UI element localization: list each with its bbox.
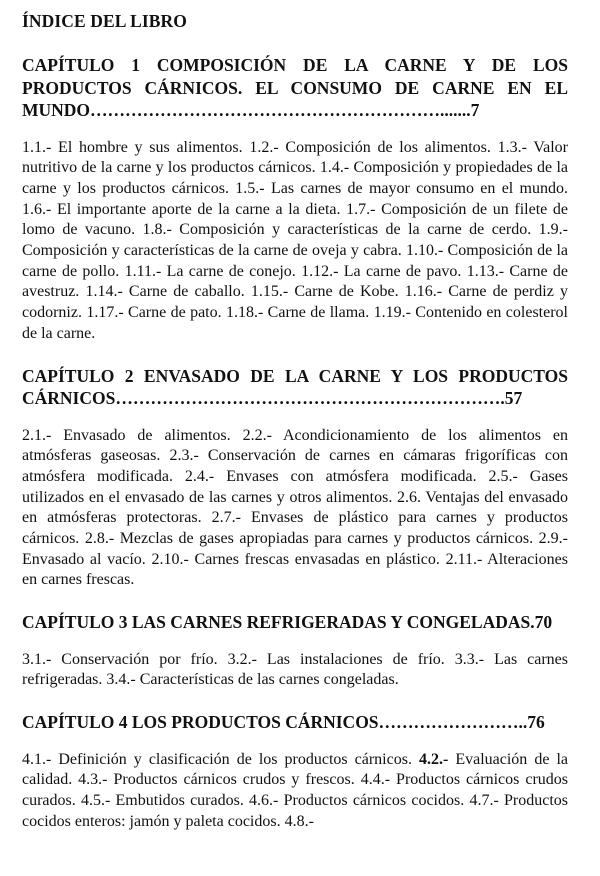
chapter-1-contents: 1.1.- El hombre y sus alimentos. 1.2.- Composición de los alimentos. 1.3.- Valor nutritivo de la carne y los productos cárnicos. 1.4.- Composición y propiedades de la carne y los productos cárnicos. 1.5.- Las carnes de mayor consumo en el mundo. 1.6.- El importante aporte de la carne a la dieta. 1.7.- Composición de un filete de lomo de vacuno. 1.8.- Composición y características de la carne de cerdo. 1.9.- Composición y características de la carne de oveja y cabra. 1.10.- Composición de la carne de pollo. 1.11.- La carne de conejo. 1.12.- La carne de pavo. 1.13.- Carne de avestruz. 1.14.- Carne de caballo. 1.15.- Carne de Kobe. 1.16.- Carne de perdiz y codorniz. 1.17.- Carne de pato. 1.18.- Carne de llama. 1.19.- Contenido en colesterol de la carne. xyxy=(22,138,568,342)
chapter-2-contents: 2.1.- Envasado de alimentos. 2.2.- Acondicionamiento de los alimentos en atmósferas gaseosas. 2.3.- Conservación de carnes en cámaras frigoríficas con atmósfera modificada. 2.4.- Envases con atmósfera modificada. 2.5.- Gases utilizados en el envasado de las carnes y otros alimentos. 2.6. Ventajas del envasado en atmósferas protectoras. 2.7.- Envases de plástico para carnes y productos cárnicos. 2.8.- Mezclas de gases apropiadas para carnes y productos cárnicos. 2.9.- Envasado al vacío. 2.10.- Carnes frescas envasadas en plástico. 2.11.- Alteraciones en carnes frescas. xyxy=(22,426,568,589)
chapter-4 xyxy=(22,711,568,832)
chapter-1-heading xyxy=(22,54,568,122)
chapter-2-heading xyxy=(22,365,568,410)
chapter-4-contents-start: 4.1.- Definición y clasificación de los productos cárnicos. xyxy=(22,750,419,768)
chapter-2-title: CAPÍTULO 2 ENVASADO DE LA CARNE Y LOS PRODUCTOS CÁRNICOS…………………………………………………………. xyxy=(22,365,568,409)
chapter-3-heading xyxy=(22,611,568,634)
chapter-3 xyxy=(22,611,568,691)
chapter-2-page-number: 57 xyxy=(504,388,523,409)
chapter-3-contents: 3.1.- Conservación por frío. 3.2.- Las instalaciones de frío. 3.3.- Las carnes refrigeradas. 3.4.- Características de las carnes congeladas. xyxy=(22,650,568,689)
chapter-1-page-number: 7 xyxy=(470,100,480,120)
chapter-4-page-number: 76 xyxy=(527,712,545,733)
index-title: ÍNDICE DEL LIBRO xyxy=(22,11,187,31)
chapter-4-contents-rest: Evaluación de la calidad. 4.3.- Productos cárnicos crudos y frescos. 4.4.- Productos cárnicos crudos curados. 4.5.- Embutidos curados. 4.6.- Productos cárnicos cocidos. 4.7.- Productos cocidos enteros: jamón y paleta cocidos. 4.8.- xyxy=(22,750,568,830)
chapter-2 xyxy=(22,365,568,592)
chapter-4-heading xyxy=(22,711,568,734)
chapter-1-title: CAPÍTULO 1 COMPOSICIÓN DE LA CARNE Y DE LOS PRODUCTOS CÁRNICOS. EL CONSUMO DE CARNE EN EL MUNDO……………………………………………………....... xyxy=(22,55,568,120)
chapter-4-title: CAPÍTULO 4 LOS PRODUCTOS CÁRNICOS…………………….. xyxy=(22,712,528,733)
chapter-3-title: CAPÍTULO 3 LAS CARNES REFRIGERADAS Y CONGELADAS. xyxy=(22,612,535,633)
chapter-4-section-4-2-number: 4.2.- xyxy=(418,750,449,768)
chapter-3-page-number: 70 xyxy=(534,612,553,633)
chapter-1 xyxy=(22,54,568,345)
chapter-4-contents xyxy=(22,750,568,833)
